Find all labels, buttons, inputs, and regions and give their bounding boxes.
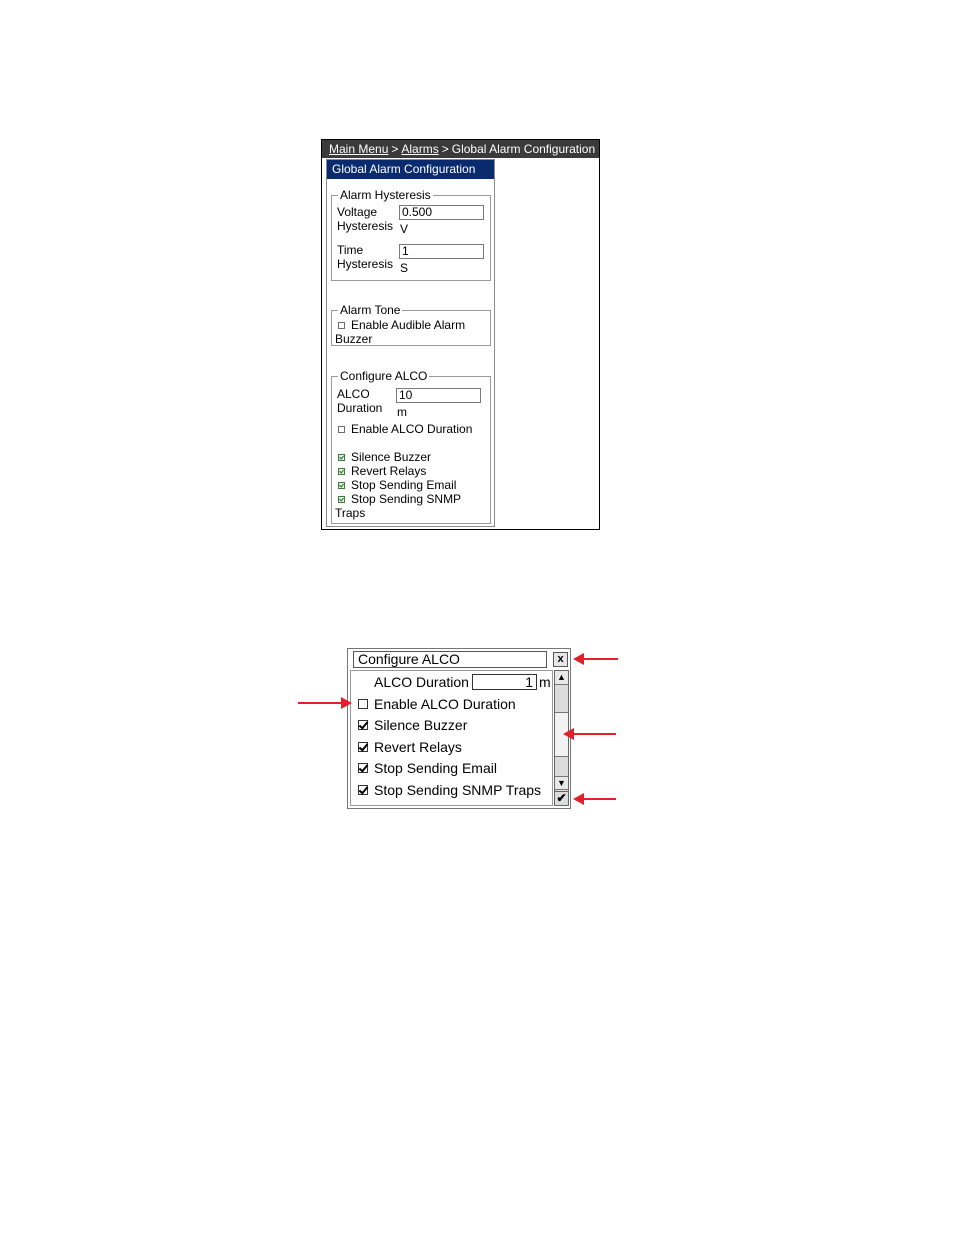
alarm-tone-legend: Alarm Tone [340,303,401,317]
stop-sending-snmp-label-cont: Traps [335,506,366,520]
breadcrumb-link-main-menu[interactable]: Main Menu [329,142,389,156]
enable-alco-duration-checkbox[interactable] [338,426,345,433]
revert-relays-checkbox[interactable] [338,468,345,475]
time-hysteresis-input[interactable]: 1 [399,244,484,259]
enable-audible-buzzer-label: Enable Audible Alarm [351,318,466,332]
lcd-screenshot [347,648,571,809]
alarm-hysteresis-legend: Alarm Hysteresis [340,188,431,202]
annotation-arrow-scrollbar [572,733,616,735]
lcd-stop-sending-email-checkbox[interactable] [358,763,368,773]
alco-duration-label: ALCO Duration [337,387,383,415]
lcd-alco-duration-unit: m [539,674,551,690]
panel-title: Global Alarm Configuration [327,160,494,179]
enable-audible-buzzer-label-cont: Buzzer [335,332,373,346]
lcd-stop-sending-snmp-checkbox[interactable] [358,785,368,795]
silence-buzzer-checkbox[interactable] [338,454,345,461]
lcd-revert-relays-label: Revert Relays [374,739,462,755]
breadcrumb [322,140,599,158]
lcd-silence-buzzer-label: Silence Buzzer [374,717,468,733]
close-button[interactable]: x [553,652,568,667]
voltage-hysteresis-label: Voltage Hysteresis [337,205,394,233]
stop-sending-email-checkbox[interactable] [338,482,345,489]
breadcrumb-separator: > [391,142,399,156]
alco-duration-input[interactable]: 10 [396,388,481,403]
silence-buzzer-label: Silence Buzzer [351,450,432,464]
lcd-options-list [350,670,553,806]
lcd-silence-buzzer-checkbox[interactable] [358,720,368,730]
lcd-enable-alco-duration-label: Enable ALCO Duration [374,696,516,712]
lcd-enable-alco-duration-checkbox[interactable] [358,699,368,709]
time-unit: S [400,261,409,275]
annotation-arrow-ok [582,798,616,800]
enable-alco-duration-label: Enable ALCO Duration [351,422,473,436]
lcd-alco-duration-input[interactable]: 1 [472,674,537,690]
web-ui-screenshot [321,139,600,530]
configure-alco-legend: Configure ALCO [340,369,428,383]
annotation-arrow-close [582,658,618,660]
lcd-stop-sending-email-label: Stop Sending Email [374,760,497,776]
scroll-up-arrow-icon[interactable]: ▲ [555,671,568,685]
lcd-stop-sending-snmp-label: Stop Sending SNMP Traps [374,782,542,798]
enable-audible-buzzer-checkbox[interactable] [338,322,345,329]
lcd-title: Configure ALCO [353,651,547,668]
stop-sending-snmp-label: Stop Sending SNMP [351,492,462,506]
annotation-arrow-checkbox [298,702,343,704]
voltage-hysteresis-input[interactable]: 0.500 [399,205,484,220]
ok-checkmark-button[interactable]: ✔ [554,791,569,806]
lcd-revert-relays-checkbox[interactable] [358,742,368,752]
voltage-unit: V [400,222,409,236]
stop-sending-snmp-checkbox[interactable] [338,496,345,503]
stop-sending-email-label: Stop Sending Email [351,478,457,492]
revert-relays-label: Revert Relays [351,464,427,478]
breadcrumb-separator: > [441,142,449,156]
alco-duration-unit: m [397,405,407,419]
global-alarm-panel [326,159,495,527]
scroll-down-arrow-icon[interactable]: ▼ [555,776,568,790]
time-hysteresis-label: Time Hysteresis [337,243,394,271]
lcd-alco-duration-label: ALCO Duration [374,674,469,690]
breadcrumb-current: Global Alarm Configuration [451,142,596,156]
breadcrumb-link-alarms[interactable]: Alarms [401,142,439,156]
